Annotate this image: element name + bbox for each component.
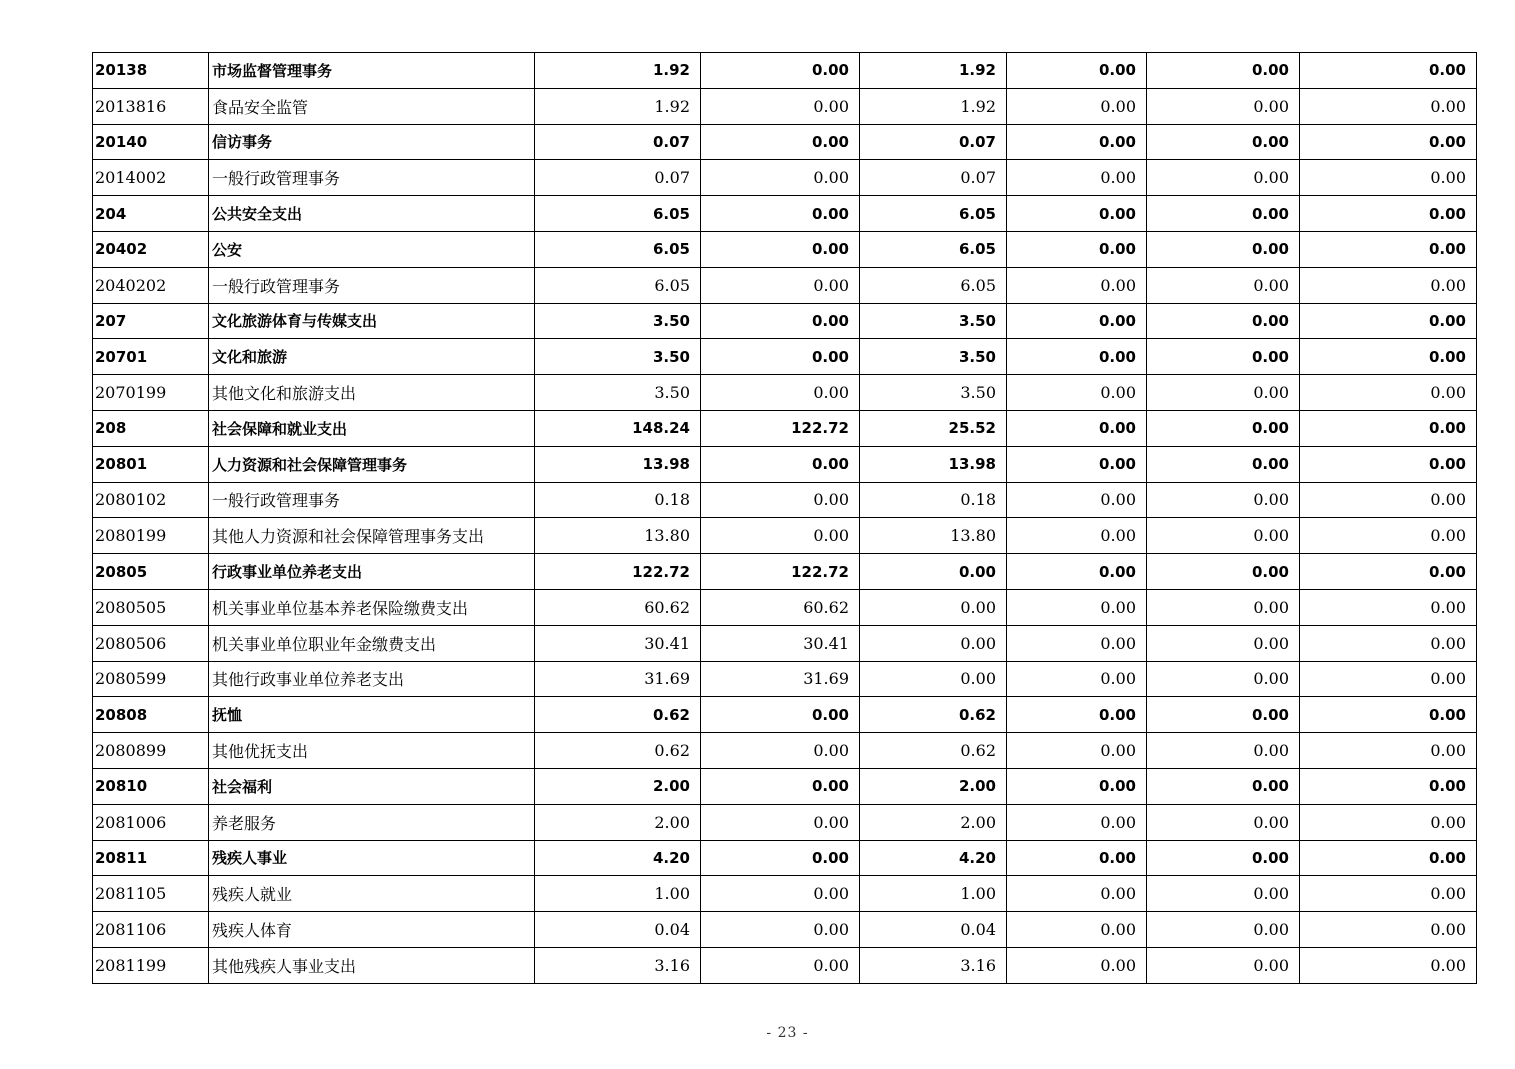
amount-cell: 0.00 [1147,661,1300,697]
amount-cell: 13.80 [535,518,701,554]
subject-code-cell: 2081105 [93,876,209,912]
subject-name-cell: 一般行政管理事务 [209,160,535,196]
amount-cell: 0.62 [860,733,1007,769]
amount-cell: 0.00 [701,303,860,339]
amount-cell: 0.00 [1007,303,1147,339]
amount-cell: 0.00 [1007,661,1147,697]
amount-cell: 0.00 [1300,661,1477,697]
subject-code-cell: 2081199 [93,947,209,983]
amount-cell: 0.00 [860,554,1007,590]
table-row [93,697,1477,733]
amount-cell: 0.00 [1147,912,1300,948]
amount-cell: 0.00 [1300,88,1477,124]
table-row [93,196,1477,232]
subject-code-cell: 2081106 [93,912,209,948]
amount-cell: 0.07 [535,124,701,160]
table-row [93,804,1477,840]
amount-cell: 0.00 [701,482,860,518]
amount-cell: 0.00 [1147,697,1300,733]
subject-code-cell: 20701 [93,339,209,375]
amount-cell: 0.00 [1300,303,1477,339]
subject-code-cell: 2040202 [93,267,209,303]
table-row [93,303,1477,339]
table-row [93,589,1477,625]
amount-cell: 0.00 [1147,53,1300,89]
amount-cell: 0.00 [1300,375,1477,411]
amount-cell: 3.16 [535,947,701,983]
amount-cell: 0.00 [1300,53,1477,89]
amount-cell: 13.98 [860,446,1007,482]
amount-cell: 0.00 [1300,947,1477,983]
subject-code-cell: 2080599 [93,661,209,697]
amount-cell: 0.00 [1300,339,1477,375]
amount-cell: 0.00 [1007,410,1147,446]
amount-cell: 0.00 [1147,303,1300,339]
subject-code-cell: 20810 [93,768,209,804]
amount-cell: 1.92 [535,53,701,89]
amount-cell: 0.00 [1147,267,1300,303]
subject-code-cell: 2081006 [93,804,209,840]
subject-code-cell: 20808 [93,697,209,733]
amount-cell: 0.00 [701,53,860,89]
table-row [93,124,1477,160]
table-row [93,482,1477,518]
table-row [93,160,1477,196]
amount-cell: 0.00 [1007,625,1147,661]
amount-cell: 0.00 [1300,804,1477,840]
subject-name-cell: 文化和旅游 [209,339,535,375]
amount-cell: 0.00 [701,88,860,124]
amount-cell: 0.00 [1147,554,1300,590]
amount-cell: 0.00 [1007,912,1147,948]
amount-cell: 0.00 [1007,697,1147,733]
table-row [93,768,1477,804]
subject-name-cell: 公共安全支出 [209,196,535,232]
amount-cell: 0.00 [1147,518,1300,554]
amount-cell: 0.00 [1300,518,1477,554]
amount-cell: 0.04 [860,912,1007,948]
amount-cell: 0.00 [1300,625,1477,661]
amount-cell: 0.00 [701,518,860,554]
subject-name-cell: 食品安全监管 [209,88,535,124]
subject-code-cell: 20402 [93,231,209,267]
subject-name-cell: 文化旅游体育与传媒支出 [209,303,535,339]
amount-cell: 3.50 [860,375,1007,411]
amount-cell: 0.00 [1147,589,1300,625]
table-row [93,88,1477,124]
amount-cell: 0.00 [701,697,860,733]
amount-cell: 0.00 [701,339,860,375]
amount-cell: 2.00 [860,768,1007,804]
amount-cell: 0.00 [1007,947,1147,983]
amount-cell: 0.07 [535,160,701,196]
amount-cell: 6.05 [535,267,701,303]
amount-cell: 0.00 [1300,589,1477,625]
subject-name-cell: 一般行政管理事务 [209,482,535,518]
table-row [93,733,1477,769]
subject-code-cell: 2080199 [93,518,209,554]
amount-cell: 0.00 [1147,446,1300,482]
amount-cell: 0.00 [1147,840,1300,876]
amount-cell: 0.00 [1147,768,1300,804]
amount-cell: 0.62 [535,697,701,733]
amount-cell: 2.00 [860,804,1007,840]
amount-cell: 3.50 [535,303,701,339]
amount-cell: 0.00 [701,196,860,232]
amount-cell: 0.00 [1007,518,1147,554]
table-row [93,53,1477,89]
amount-cell: 148.24 [535,410,701,446]
subject-code-cell: 204 [93,196,209,232]
amount-cell: 0.00 [1007,446,1147,482]
amount-cell: 0.00 [1007,267,1147,303]
table-row [93,446,1477,482]
amount-cell: 0.62 [860,697,1007,733]
amount-cell: 0.00 [1300,124,1477,160]
amount-cell: 0.00 [701,124,860,160]
amount-cell: 0.00 [1007,88,1147,124]
subject-name-cell: 信访事务 [209,124,535,160]
amount-cell: 6.05 [860,231,1007,267]
amount-cell: 0.00 [1007,876,1147,912]
amount-cell: 0.00 [1007,482,1147,518]
subject-name-cell: 其他文化和旅游支出 [209,375,535,411]
subject-name-cell: 残疾人事业 [209,840,535,876]
subject-code-cell: 20811 [93,840,209,876]
subject-code-cell: 2080102 [93,482,209,518]
amount-cell: 0.00 [1300,697,1477,733]
amount-cell: 0.00 [860,661,1007,697]
subject-name-cell: 人力资源和社会保障管理事务 [209,446,535,482]
amount-cell: 60.62 [701,589,860,625]
amount-cell: 0.00 [1007,339,1147,375]
amount-cell: 0.18 [860,482,1007,518]
subject-name-cell: 市场监督管理事务 [209,53,535,89]
amount-cell: 0.00 [1300,231,1477,267]
amount-cell: 31.69 [535,661,701,697]
amount-cell: 2.00 [535,804,701,840]
amount-cell: 0.00 [1007,768,1147,804]
table-row [93,267,1477,303]
amount-cell: 122.72 [701,554,860,590]
table-body [93,53,1477,984]
amount-cell: 0.07 [860,160,1007,196]
table-row [93,947,1477,983]
amount-cell: 0.00 [1300,410,1477,446]
amount-cell: 0.00 [860,625,1007,661]
amount-cell: 0.00 [1007,160,1147,196]
subject-code-cell: 2080506 [93,625,209,661]
subject-name-cell: 社会福利 [209,768,535,804]
amount-cell: 0.00 [1147,410,1300,446]
subject-name-cell: 机关事业单位基本养老保险缴费支出 [209,589,535,625]
amount-cell: 0.00 [1300,840,1477,876]
amount-cell: 0.00 [701,375,860,411]
table-row [93,912,1477,948]
page-number: - 23 - [766,1025,809,1041]
amount-cell: 0.00 [1147,375,1300,411]
amount-cell: 0.00 [1007,733,1147,769]
subject-name-cell: 养老服务 [209,804,535,840]
amount-cell: 0.00 [701,768,860,804]
amount-cell: 0.00 [1300,446,1477,482]
subject-name-cell: 其他残疾人事业支出 [209,947,535,983]
subject-name-cell: 抚恤 [209,697,535,733]
subject-name-cell: 其他优抚支出 [209,733,535,769]
amount-cell: 0.00 [701,947,860,983]
amount-cell: 0.00 [1007,53,1147,89]
amount-cell: 31.69 [701,661,860,697]
amount-cell: 0.00 [1007,840,1147,876]
table-row [93,518,1477,554]
table-row [93,231,1477,267]
amount-cell: 1.92 [860,88,1007,124]
subject-code-cell: 207 [93,303,209,339]
subject-code-cell: 20138 [93,53,209,89]
amount-cell: 3.50 [860,339,1007,375]
amount-cell: 3.16 [860,947,1007,983]
subject-code-cell: 2080899 [93,733,209,769]
amount-cell: 0.00 [1300,554,1477,590]
amount-cell: 6.05 [535,231,701,267]
amount-cell: 122.72 [535,554,701,590]
amount-cell: 0.18 [535,482,701,518]
subject-code-cell: 208 [93,410,209,446]
amount-cell: 6.05 [535,196,701,232]
subject-name-cell: 机关事业单位职业年金缴费支出 [209,625,535,661]
subject-code-cell: 2014002 [93,160,209,196]
amount-cell: 4.20 [535,840,701,876]
amount-cell: 0.00 [1147,876,1300,912]
table-row [93,840,1477,876]
amount-cell: 60.62 [535,589,701,625]
amount-cell: 0.00 [1147,88,1300,124]
table-row [93,339,1477,375]
subject-name-cell: 一般行政管理事务 [209,267,535,303]
amount-cell: 0.00 [1147,160,1300,196]
amount-cell: 0.00 [1147,947,1300,983]
amount-cell: 0.62 [535,733,701,769]
amount-cell: 0.00 [860,589,1007,625]
subject-name-cell: 社会保障和就业支出 [209,410,535,446]
amount-cell: 0.00 [1300,482,1477,518]
amount-cell: 0.04 [535,912,701,948]
amount-cell: 13.80 [860,518,1007,554]
amount-cell: 0.00 [1300,733,1477,769]
table-row [93,554,1477,590]
table-row [93,375,1477,411]
amount-cell: 0.00 [701,840,860,876]
amount-cell: 2.00 [535,768,701,804]
table-row [93,661,1477,697]
amount-cell: 0.00 [1007,124,1147,160]
amount-cell: 4.20 [860,840,1007,876]
subject-name-cell: 公安 [209,231,535,267]
amount-cell: 1.00 [535,876,701,912]
subject-code-cell: 20805 [93,554,209,590]
amount-cell: 0.00 [1147,124,1300,160]
subject-code-cell: 2080505 [93,589,209,625]
subject-code-cell: 20801 [93,446,209,482]
amount-cell: 0.00 [701,912,860,948]
amount-cell: 0.00 [1300,768,1477,804]
amount-cell: 0.00 [701,231,860,267]
amount-cell: 0.00 [1147,231,1300,267]
subject-code-cell: 2013816 [93,88,209,124]
amount-cell: 0.00 [1300,196,1477,232]
amount-cell: 0.00 [1007,196,1147,232]
amount-cell: 6.05 [860,267,1007,303]
subject-code-cell: 2070199 [93,375,209,411]
amount-cell: 0.00 [1007,589,1147,625]
amount-cell: 0.00 [1300,876,1477,912]
subject-name-cell: 残疾人体育 [209,912,535,948]
table-row [93,625,1477,661]
amount-cell: 0.00 [1147,196,1300,232]
amount-cell: 0.00 [1007,231,1147,267]
amount-cell: 3.50 [535,339,701,375]
amount-cell: 3.50 [535,375,701,411]
amount-cell: 0.00 [1147,804,1300,840]
subject-name-cell: 其他行政事业单位养老支出 [209,661,535,697]
amount-cell: 3.50 [860,303,1007,339]
amount-cell: 0.00 [701,160,860,196]
amount-cell: 0.00 [701,876,860,912]
amount-cell: 0.00 [1147,339,1300,375]
table-row [93,876,1477,912]
amount-cell: 1.00 [860,876,1007,912]
amount-cell: 0.00 [701,804,860,840]
table-row [93,410,1477,446]
subject-name-cell: 其他人力资源和社会保障管理事务支出 [209,518,535,554]
amount-cell: 1.92 [535,88,701,124]
amount-cell: 0.00 [1147,625,1300,661]
amount-cell: 122.72 [701,410,860,446]
amount-cell: 0.00 [1300,267,1477,303]
amount-cell: 0.00 [1147,482,1300,518]
amount-cell: 0.00 [701,446,860,482]
amount-cell: 30.41 [535,625,701,661]
amount-cell: 0.00 [1147,733,1300,769]
amount-cell: 0.00 [1300,160,1477,196]
subject-code-cell: 20140 [93,124,209,160]
amount-cell: 13.98 [535,446,701,482]
amount-cell: 0.00 [1007,554,1147,590]
budget-table [92,52,1477,984]
amount-cell: 25.52 [860,410,1007,446]
amount-cell: 30.41 [701,625,860,661]
amount-cell: 1.92 [860,53,1007,89]
amount-cell: 0.00 [1007,804,1147,840]
amount-cell: 0.00 [701,733,860,769]
subject-name-cell: 行政事业单位养老支出 [209,554,535,590]
amount-cell: 0.00 [701,267,860,303]
amount-cell: 0.07 [860,124,1007,160]
amount-cell: 6.05 [860,196,1007,232]
amount-cell: 0.00 [1300,912,1477,948]
subject-name-cell: 残疾人就业 [209,876,535,912]
amount-cell: 0.00 [1007,375,1147,411]
